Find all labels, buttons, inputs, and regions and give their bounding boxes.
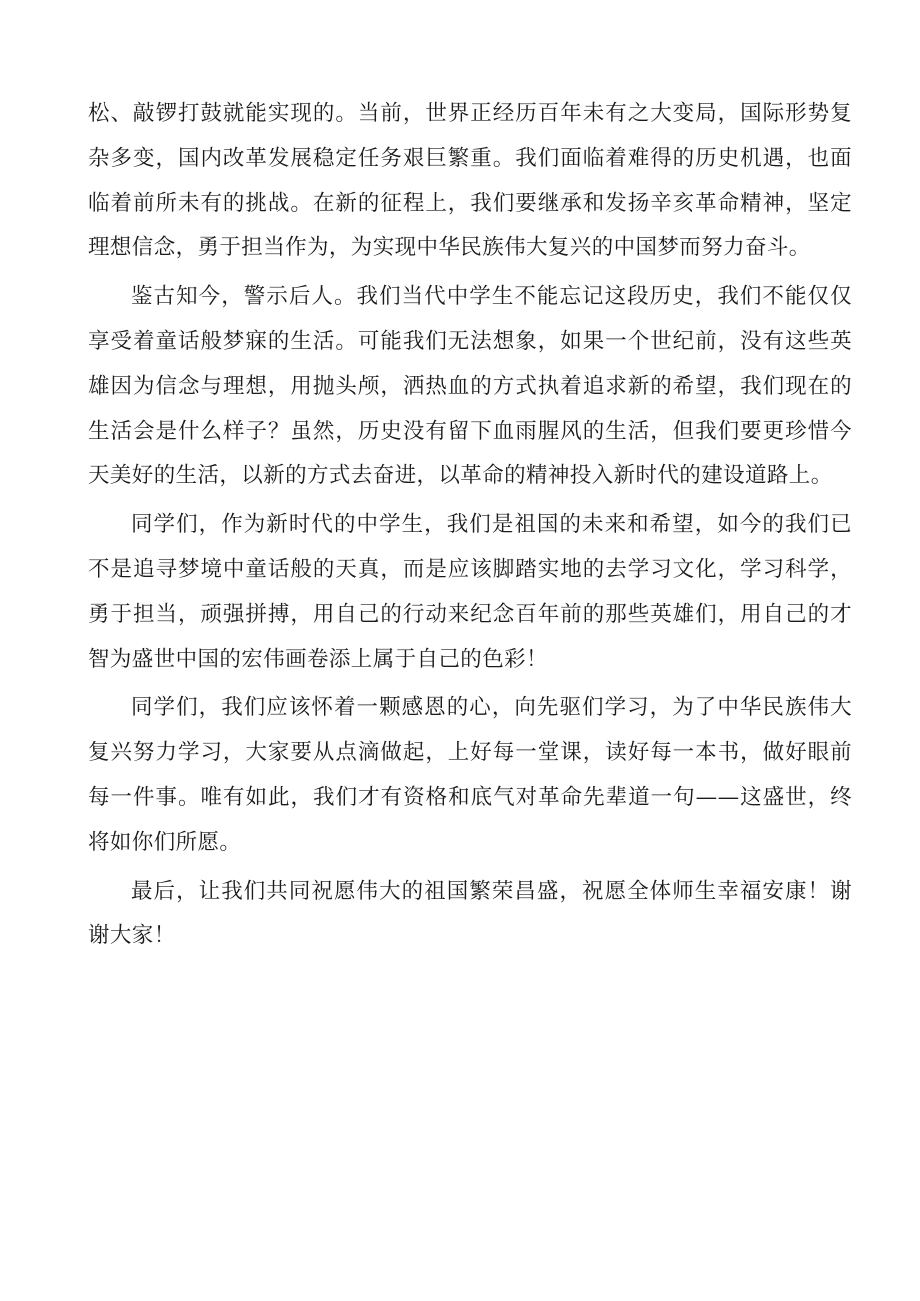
paragraph-5: 最后，让我们共同祝愿伟大的祖国繁荣昌盛，祝愿全体师生幸福安康！谢谢大家！ [88,878,852,949]
paragraph-1: 松、敲锣打鼓就能实现的。当前，世界正经历百年未有之大变局，国际形势复杂多变，国内改革发展稳定任务艰巨繁重。我们面临着难得的历史机遇，也面临着前所未有的挑战。在新的征程上，我们要继承和发扬辛亥革命精神，坚定理想信念，勇于担当作为，为实现中华民族伟大复兴的中国梦而努力奋斗。 [88,101,852,261]
paragraph-3: 同学们，作为新时代的中学生，我们是祖国的未来和希望，如今的我们已不是追寻梦境中童话般的天真，而是应该脚踏实地的去学习文化，学习科学，勇于担当，顽强拼搏，用自己的行动来纪念百年前的那些英雄们，用自己的才智为盛世中国的宏伟画卷添上属于自己的色彩！ [88,512,852,672]
document-page [88,92,852,963]
paragraph-4: 同学们，我们应该怀着一颗感恩的心，向先驱们学习，为了中华民族伟大复兴努力学习，大家要从点滴做起，上好每一堂课，读好每一本书，做好眼前每一件事。唯有如此，我们才有资格和底气对革命先辈道一句——这盛世，终将如你们所愿。 [88,695,852,855]
paragraph-2: 鉴古知今，警示后人。我们当代中学生不能忘记这段历史，我们不能仅仅享受着童话般梦寐的生活。可能我们无法想象，如果一个世纪前，没有这些英雄因为信念与理想，用抛头颅，洒热血的方式执着追求新的希望，我们现在的生活会是什么样子？虽然，历史没有留下血雨腥风的生活，但我们要更珍惜今天美好的生活，以新的方式去奋进，以革命的精神投入新时代的建设道路上。 [88,284,852,489]
